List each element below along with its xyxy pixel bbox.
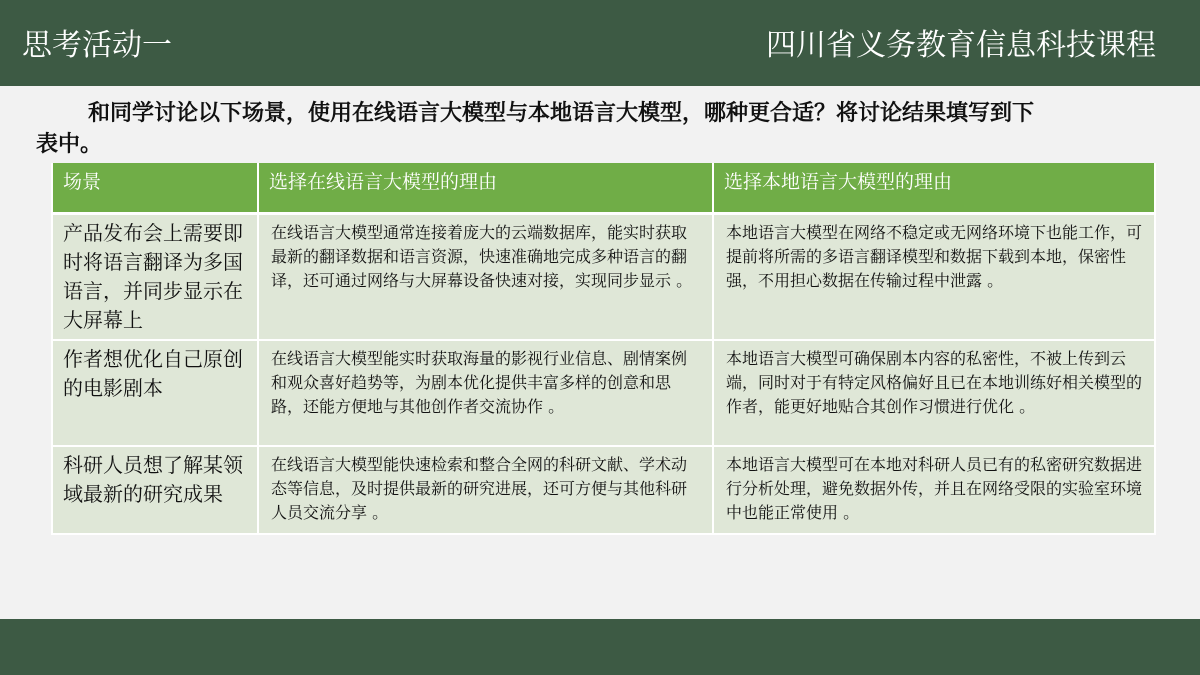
table-header-row [52,163,1155,213]
header-online-reason: 选择在线语言大模型的理由 [258,163,713,213]
online-reason-cell: 在线语言大模型能快速检索和整合全网的科研文献、学术动态等信息，及时提供最新的研究进展，还可方便与其他科研人员交流分享 。 [258,446,713,534]
top-banner [0,0,1200,86]
table-row [52,340,1155,446]
local-reason-cell: 本地语言大模型在网络不稳定或无网络环境下也能工作，可提前将所需的多语言翻译模型和数据下载到本地，保密性强，不用担心数据在传输过程中泄露 。 [713,213,1155,340]
comparison-table [51,163,1156,535]
header-scenario: 场景 [52,163,258,213]
scenario-cell: 科研人员想了解某领域最新的研究成果 [52,446,258,534]
table-row [52,213,1155,340]
online-reason-cell: 在线语言大模型通常连接着庞大的云端数据库，能实时获取最新的翻译数据和语言资源，快速准确地完成多种语言的翻译，还可通过网络与大屏幕设备快速对接，实现同步显示 。 [258,213,713,340]
bottom-banner [0,619,1200,675]
activity-title: 思考活动一 [22,28,172,63]
course-title: 四川省义务教育信息科技课程 [766,28,1156,63]
scenario-cell: 产品发布会上需要即时将语言翻译为多国语言，并同步显示在大屏幕上 [52,213,258,340]
local-reason-cell: 本地语言大模型可在本地对科研人员已有的私密研究数据进行分析处理，避免数据外传，并且在网络受限的实验室环境中也能正常使用 。 [713,446,1155,534]
table-row [52,446,1155,534]
online-reason-cell: 在线语言大模型能实时获取海量的影视行业信息、剧情案例和观众喜好趋势等，为剧本优化提供丰富多样的创意和思路，还能方便地与其他创作者交流协作 。 [258,340,713,446]
discussion-prompt: 和同学讨论以下场景，使用在线语言大模型与本地语言大模型，哪种更合适？将讨论结果填写到下表中。 [36,101,1035,157]
header-local-reason: 选择本地语言大模型的理由 [713,163,1155,213]
scenario-cell: 作者想优化自己原创的电影剧本 [52,340,258,446]
local-reason-cell: 本地语言大模型可确保剧本内容的私密性，不被上传到云端，同时对于有特定风格偏好且已在本地训练好相关模型的作者，能更好地贴合其创作习惯进行优化 。 [713,340,1155,446]
